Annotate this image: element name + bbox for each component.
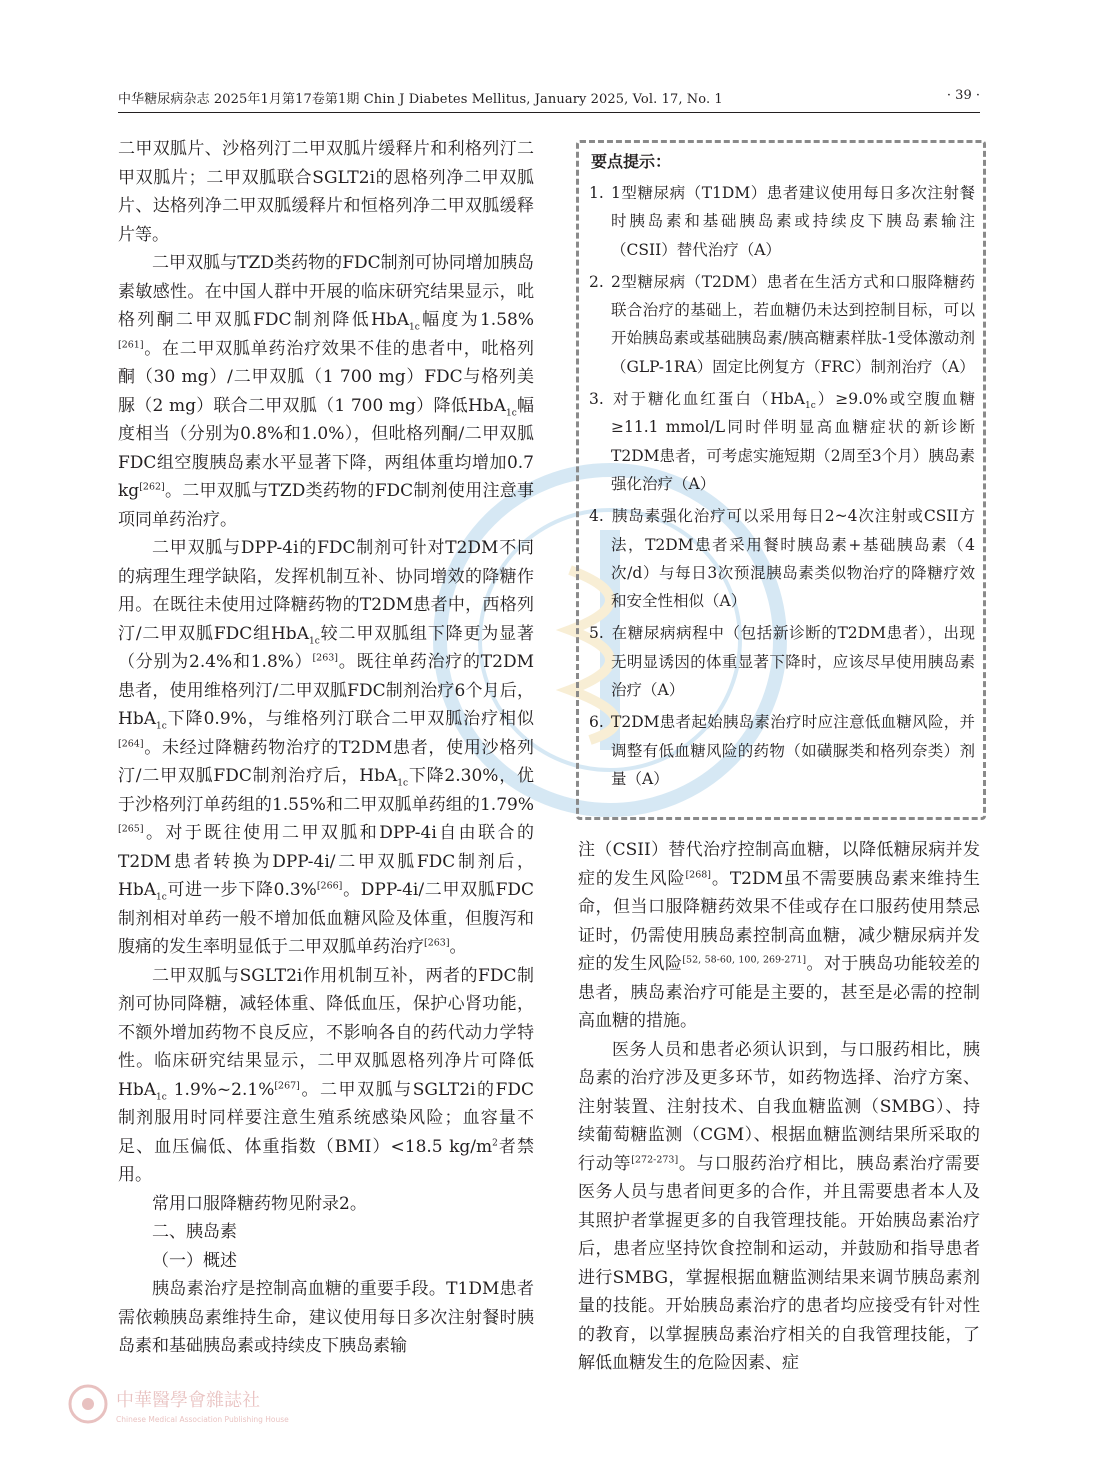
publisher-logo-icon [64,1376,324,1432]
paragraph: 二甲双胍与TZD类药物的FDC制剂可协同增加胰岛素敏感性。在中国人群中开展的临床研究结果显示，吡格列酮二甲双胍FDC制剂降低HbA$_{1c}$幅度为1.58%[261]。在二甲双胍单药治疗效果不佳的患者中，吡格列酮（30 mg）/二甲双胍（1 700 mg）FDC与格列美脲（2 mg）联合二甲双胍（1 700 mg）降低HbA$_{1c}$幅度相当（分别为0.8%和1.0%），但吡格列酮/二甲双胍FDC组空腹胰岛素水平显著下降，两组体重均增加0.7 kg[262]。二甲双胍与TZD类药物的FDC制剂使用注意事项同单药治疗。 [118,253,535,530]
header-rule [118,112,980,113]
citation: [263] [424,937,450,949]
citation: [263] [312,652,338,664]
key-points-box [576,140,986,820]
key-point-item: 1. 1型糖尿病（T1DM）患者建议使用每日多次注射餐时胰岛素和基础胰岛素或持续皮下胰岛素输注（CSII）替代治疗（A） [589,184,975,259]
section-heading: 二、胰岛素 [152,1222,237,1242]
key-point-item: 3. 对于糖化血红蛋白（HbA$_{1c}$）≥9.0%或空腹血糖≥11.1 mmol/L同时伴明显高血糖症状的新诊断T2DM患者，可考虑实施短期（2周至3个月）胰岛素强化治疗（A） [589,390,975,493]
citation: [266] [316,880,343,892]
citation: [262] [139,481,165,493]
citation: [265] [118,823,144,835]
key-points-title: 要点提示： [591,152,672,171]
left-column [118,135,534,1361]
key-point-item: 5. 在糖尿病病程中（包括新诊断的T2DM患者），出现无明显诱因的体重显著下降时，应该尽早使用胰岛素治疗（A） [589,624,975,700]
key-point-item: 4. 胰岛素强化治疗可以采用每日2~4次注射或CSII方法，T2DM患者采用餐时胰岛素+基础胰岛素（4次/d）与每日3次预混胰岛素类似物治疗的降糖疗效和安全性相似（A） [589,507,975,611]
svg-text:Chinese Medical Association Pu: Chinese Medical Association Publishing House [116,1415,289,1424]
key-points-list [587,179,975,793]
paragraph: 胰岛素治疗是控制高血糖的重要手段。T1DM患者需依赖胰岛素维持生命，建议使用每日多次注射餐时胰岛素和基础胰岛素或持续皮下胰岛素输 [118,1279,534,1356]
paragraph: 医务人员和患者必须认识到，与口服药相比，胰岛素的治疗涉及更多环节，如药物选择、治疗方案、注射装置、注射技术、自我血糖监测（SMBG）、持续葡萄糖监测（CGM）、根据血糖监测结果所采取的行动等[272-273]。与口服药治疗相比，胰岛素治疗需要医务人员与患者间更多的合作，并且需要患者本人及其照护者掌握更多的自我管理技能。开始胰岛素治疗后，患者应坚持饮食控制和运动，并鼓励和指导患者进行SMBG，掌握根据血糖监测结果来调节胰岛素剂量的技能。开始胰岛素治疗的患者均应接受有针对性的教育，以掌握胰岛素治疗相关的自我管理技能，了解低血糖发生的危险因素、症 [578,1039,981,1373]
page-number: · 39 · [946,88,980,103]
paragraph: 二甲双胍与SGLT2i作用机制互补，两者的FDC制剂可协同降糖，减轻体重、降低血压，保护心肾功能，不额外增加药物不良反应，不影响各自的药代动力学特性。临床研究结果显示，二甲双胍恩格列净片可降低HbA$_{1c}$ 1.9%~2.1%[267]。二甲双胍与SGLT2i的FDC制剂服用时同样要注意生殖系统感染风险；血容量不足、血压偏低、体重指数（BMI）<18.5 $kg/m^2$者禁用。 [118,965,534,1185]
svg-text:中華醫學會雜誌社: 中華醫學會雜誌社 [116,1390,260,1411]
citation: [268] [685,868,711,880]
paragraph: 注（CSII）替代治疗控制高血糖，以降低糖尿病并发症的发生风险[268]。T2DM虽不需要胰岛素来维持生命，但当口服降糖药效果不佳或存在口服药使用禁忌证时，仍需使用胰岛素控制高血糖，减少糖尿病并发症的发生风险[52, 58-60, 100, 269-271]。对于胰岛功能较差的患者，胰岛素治疗可能是主要的，甚至是必需的控制高血糖的措施。 [578,840,981,1031]
paragraph: 二甲双胍与DPP-4i的FDC制剂可针对T2DM不同的病理生理学缺陷，发挥机制互补、协同增效的降糖作用。在既往未使用过降糖药物的T2DM患者中，西格列汀/二甲双胍FDC组HbA$_{1c}$较二甲双胍组下降更为显著（分别为2.4%和1.8%）[263]。既往单药治疗的T2DM患者，使用维格列汀/二甲双胍FDC制剂治疗6个月后，HbA$_{1c}$下降0.9%，与维格列汀联合二甲双胍治疗相似[264]。未经过降糖药物治疗的T2DM患者，使用沙格列汀/二甲双胍FDC制剂治疗后，HbA$_{1c}$下降2.30%，优于沙格列汀单药组的1.55%和二甲双胍单药组的1.79%[265]。对于既往使用二甲双胍和DPP-4i自由联合的T2DM患者转换为DPP-4i/二甲双胍FDC制剂后，HbA$_{1c}$可进一步下降0.3%[266]。DPP-4i/二甲双胍FDC制剂相对单药一般不增加低血糖风险及体重，但腹泻和腹痛的发生率明显低于二甲双胍单药治疗[263]。 [118,538,535,957]
running-header [118,88,980,112]
citation: [272-273] [631,1153,679,1165]
journal-citation: 中华糖尿病杂志 2025年1月第17卷第1期 Chin J Diabetes Mellitus, January 2025, Vol. 17, No. 1 [118,92,723,107]
citation: [267] [274,1079,300,1091]
key-point-item: 6. T2DM患者起始胰岛素治疗时应注意低血糖风险，并调整有低血糖风险的药物（如磺脲类和格列奈类）剂量（A） [589,713,975,788]
right-column [578,836,980,1378]
citation: [261] [118,338,144,350]
subsection-heading: （一）概述 [152,1250,237,1271]
paragraph: 二甲双胍片、沙格列汀二甲双胍片缓释片和利格列汀二甲双胍片；二甲双胍联合SGLT2i的恩格列净二甲双胍片、达格列净二甲双胍缓释片和恒格列净二甲双胍缓释片等。 [118,139,534,245]
citation: [264] [118,737,144,749]
citation: [52, 58-60, 100, 269-271] [682,954,807,966]
key-point-item: 2. 2型糖尿病（T2DM）患者在生活方式和口服降糖药联合治疗的基础上，若血糖仍未达到控制目标，可以开始胰岛素或基础胰岛素/胰高糖素样肽-1受体激动剂（GLP-1RA）固定比例复方（FRC）制剂治疗（A） [589,272,975,376]
paragraph: 常用口服降糖药物见附录2。 [152,1193,367,1214]
